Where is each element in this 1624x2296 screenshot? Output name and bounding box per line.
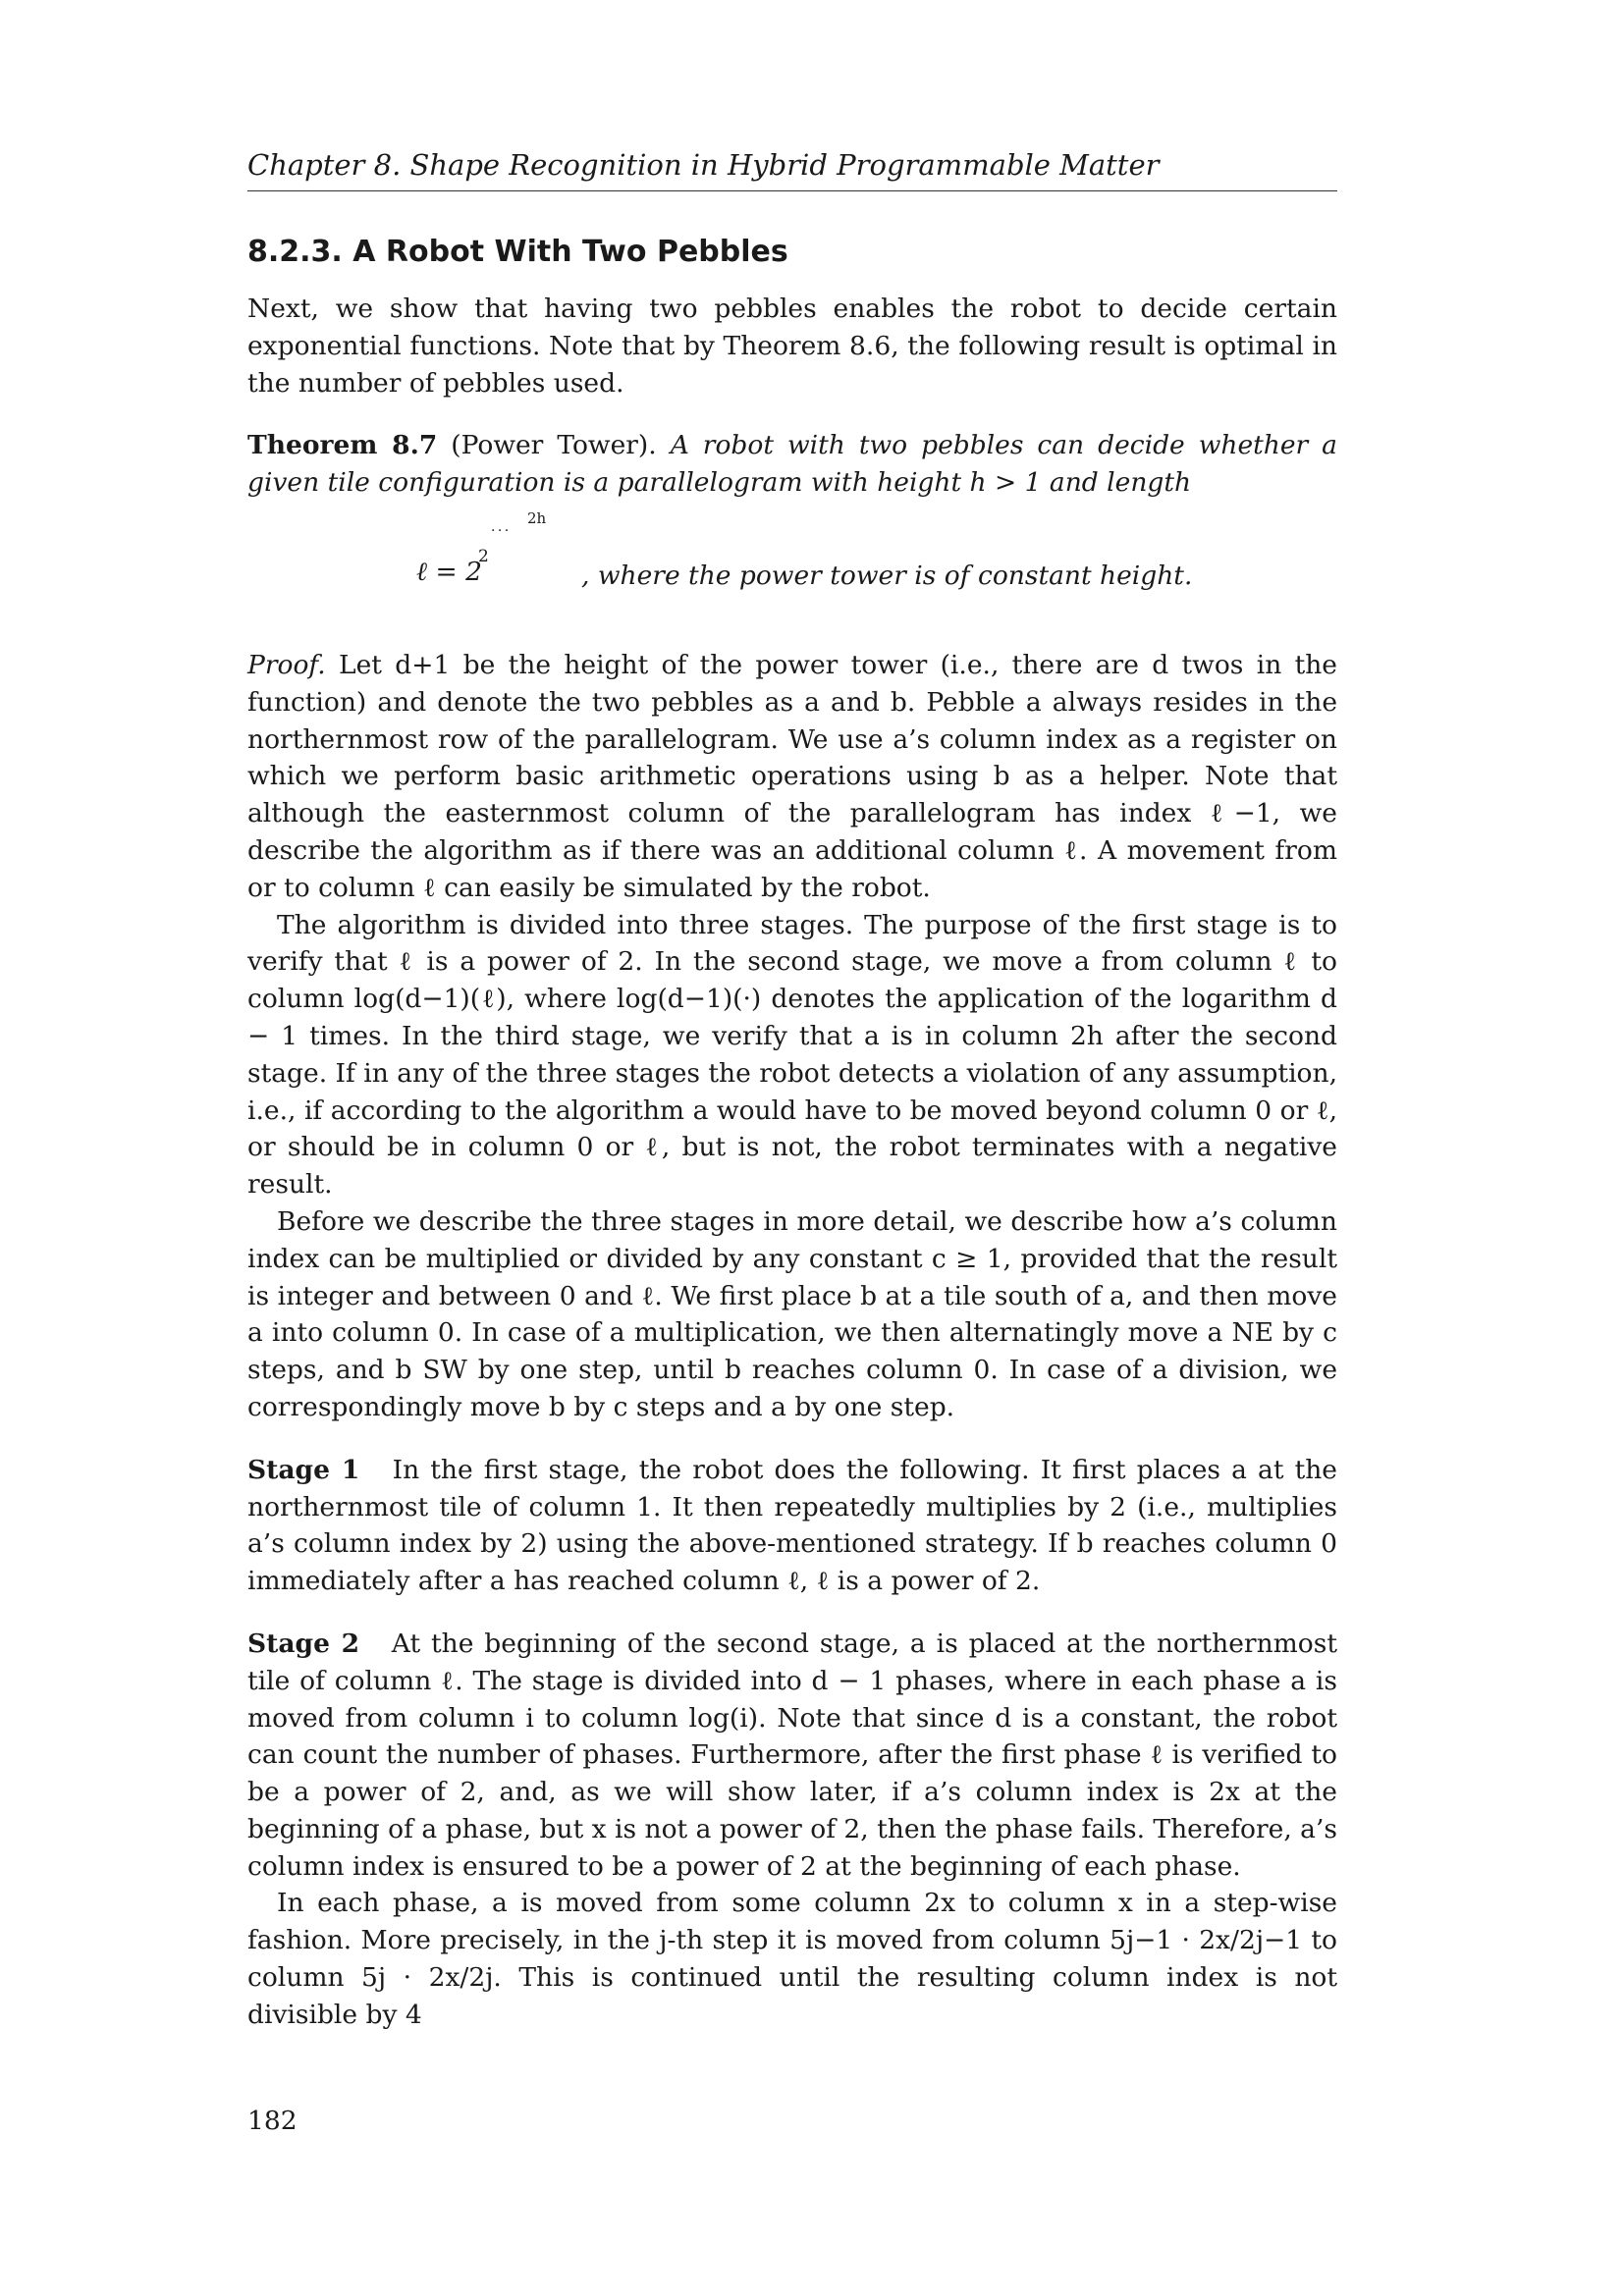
stage-1-label: Stage 1 [247,1454,360,1485]
formula-dots: · · · [491,522,509,539]
formula-top: 2h [527,508,547,527]
formula-lhs: ℓ = 2 [416,556,482,587]
power-tower-formula [247,508,1337,621]
proof-paragraph-1 [247,647,1337,907]
theorem-name: (Power Tower). [451,430,657,461]
intro-paragraph: Next, we show that having two pebbles enables the robot to decide certain exponential functions. Note that by Theorem 8.6, the following result is optimal in the number of pebbles used. [247,294,1337,399]
page-number: 182 [247,2106,298,2136]
stage-2-paragraph-2: In each phase, a is moved from some column 2x to column x in a step-wise fashion. More precisely, in the j-th step it is moved from column 5j−1 · 2x/2j−1 to column 5j · 2x/2j. This is continued until the resulting column index is not divisible by 4 [247,1888,1337,2030]
proof-p1-text: Let d+1 be the height of the power tower (i.e., there are d twos in the function) and denote the two pebbles as a and b. Pebble a always resides in the northernmost row of the parallelogram. We use a’s column index as a register on which we perform basic arithmetic operations using b as a helper. Note that although the easternmost column of the parallelogram has index ℓ−1, we describe the algorithm as if there was an additional column ℓ. A movement from or to column ℓ can easily be simulated by the robot. [247,649,1337,903]
stage-2-paragraph [247,1626,1337,1886]
proof-paragraph-3: Before we describe the three stages in more detail, we describe how a’s column index can be multiplied or divided by any constant c ≥ 1, provided that the result is integer and between 0 and ℓ. We first place b at a tile south of a, and then move a into column 0. In case of a multiplication, we then alternatingly move a NE by c steps, and b SW by one step, until b reaches column 0. In case of a division, we correspondingly move b by c steps and a by one step. [247,1205,1337,1422]
theorem-body: A robot with two pebbles can decide whether a given tile configuration is a parallelogram with height h > 1 and length [247,430,1337,499]
proof-label: Proof. [247,649,326,680]
stage-1-paragraph [247,1452,1337,1600]
section-title: 8.2.3. A Robot With Two Pebbles [247,235,788,269]
formula-tail: , where the power tower is of constant height. [581,560,1193,591]
stage-1-text: In the first stage, the robot does the following. It first places a at the northernmost tile of column 1. It then repeatedly multiplies by 2 (i.e., multiplies a’s column index by 2) using the above-mentioned strategy. If b reaches column 0 immediately after a has reached column ℓ, ℓ is a power of 2. [247,1454,1337,1597]
stage-2-label: Stage 2 [247,1628,360,1659]
running-head: Chapter 8. Shape Recognition in Hybrid Programmable Matter [247,147,1337,191]
formula-exponent: 2 [478,546,489,566]
stage-2-text: At the beginning of the second stage, a is placed at the northernmost tile of column ℓ. The stage is divided into d − 1 phases, where in each phase a is moved from column i to column log(i). Note that since d is a constant, the robot can count the number of phases. Furthermore, after the first phase ℓ is verified to be a power of 2, and, as we will show later, if a’s column index is 2x at the beginning of a phase, but x is not a power of 2, then the phase fails. Therefore, a’s column index is ensured to be a power of 2 at the beginning of each phase. [247,1628,1337,1882]
proof-paragraph-2: The algorithm is divided into three stages. The purpose of the first stage is to verify that ℓ is a power of 2. In the second stage, we move a from column ℓ to column log(d−1)(ℓ), where log(d−1)(·) denotes the application of the logarithm d − 1 times. In the third stage, we verify that a is in column 2h after the second stage. If in any of the three stages the robot detects a violation of any assumption, i.e., if according to the algorithm a would have to be moved beyond column 0 or ℓ, or should be in column 0 or ℓ, but is not, the robot terminates with a negative result. [247,909,1337,1201]
page-body [247,147,1337,2034]
theorem-label: Theorem 8.7 [247,430,438,461]
theorem-statement [247,427,1337,502]
